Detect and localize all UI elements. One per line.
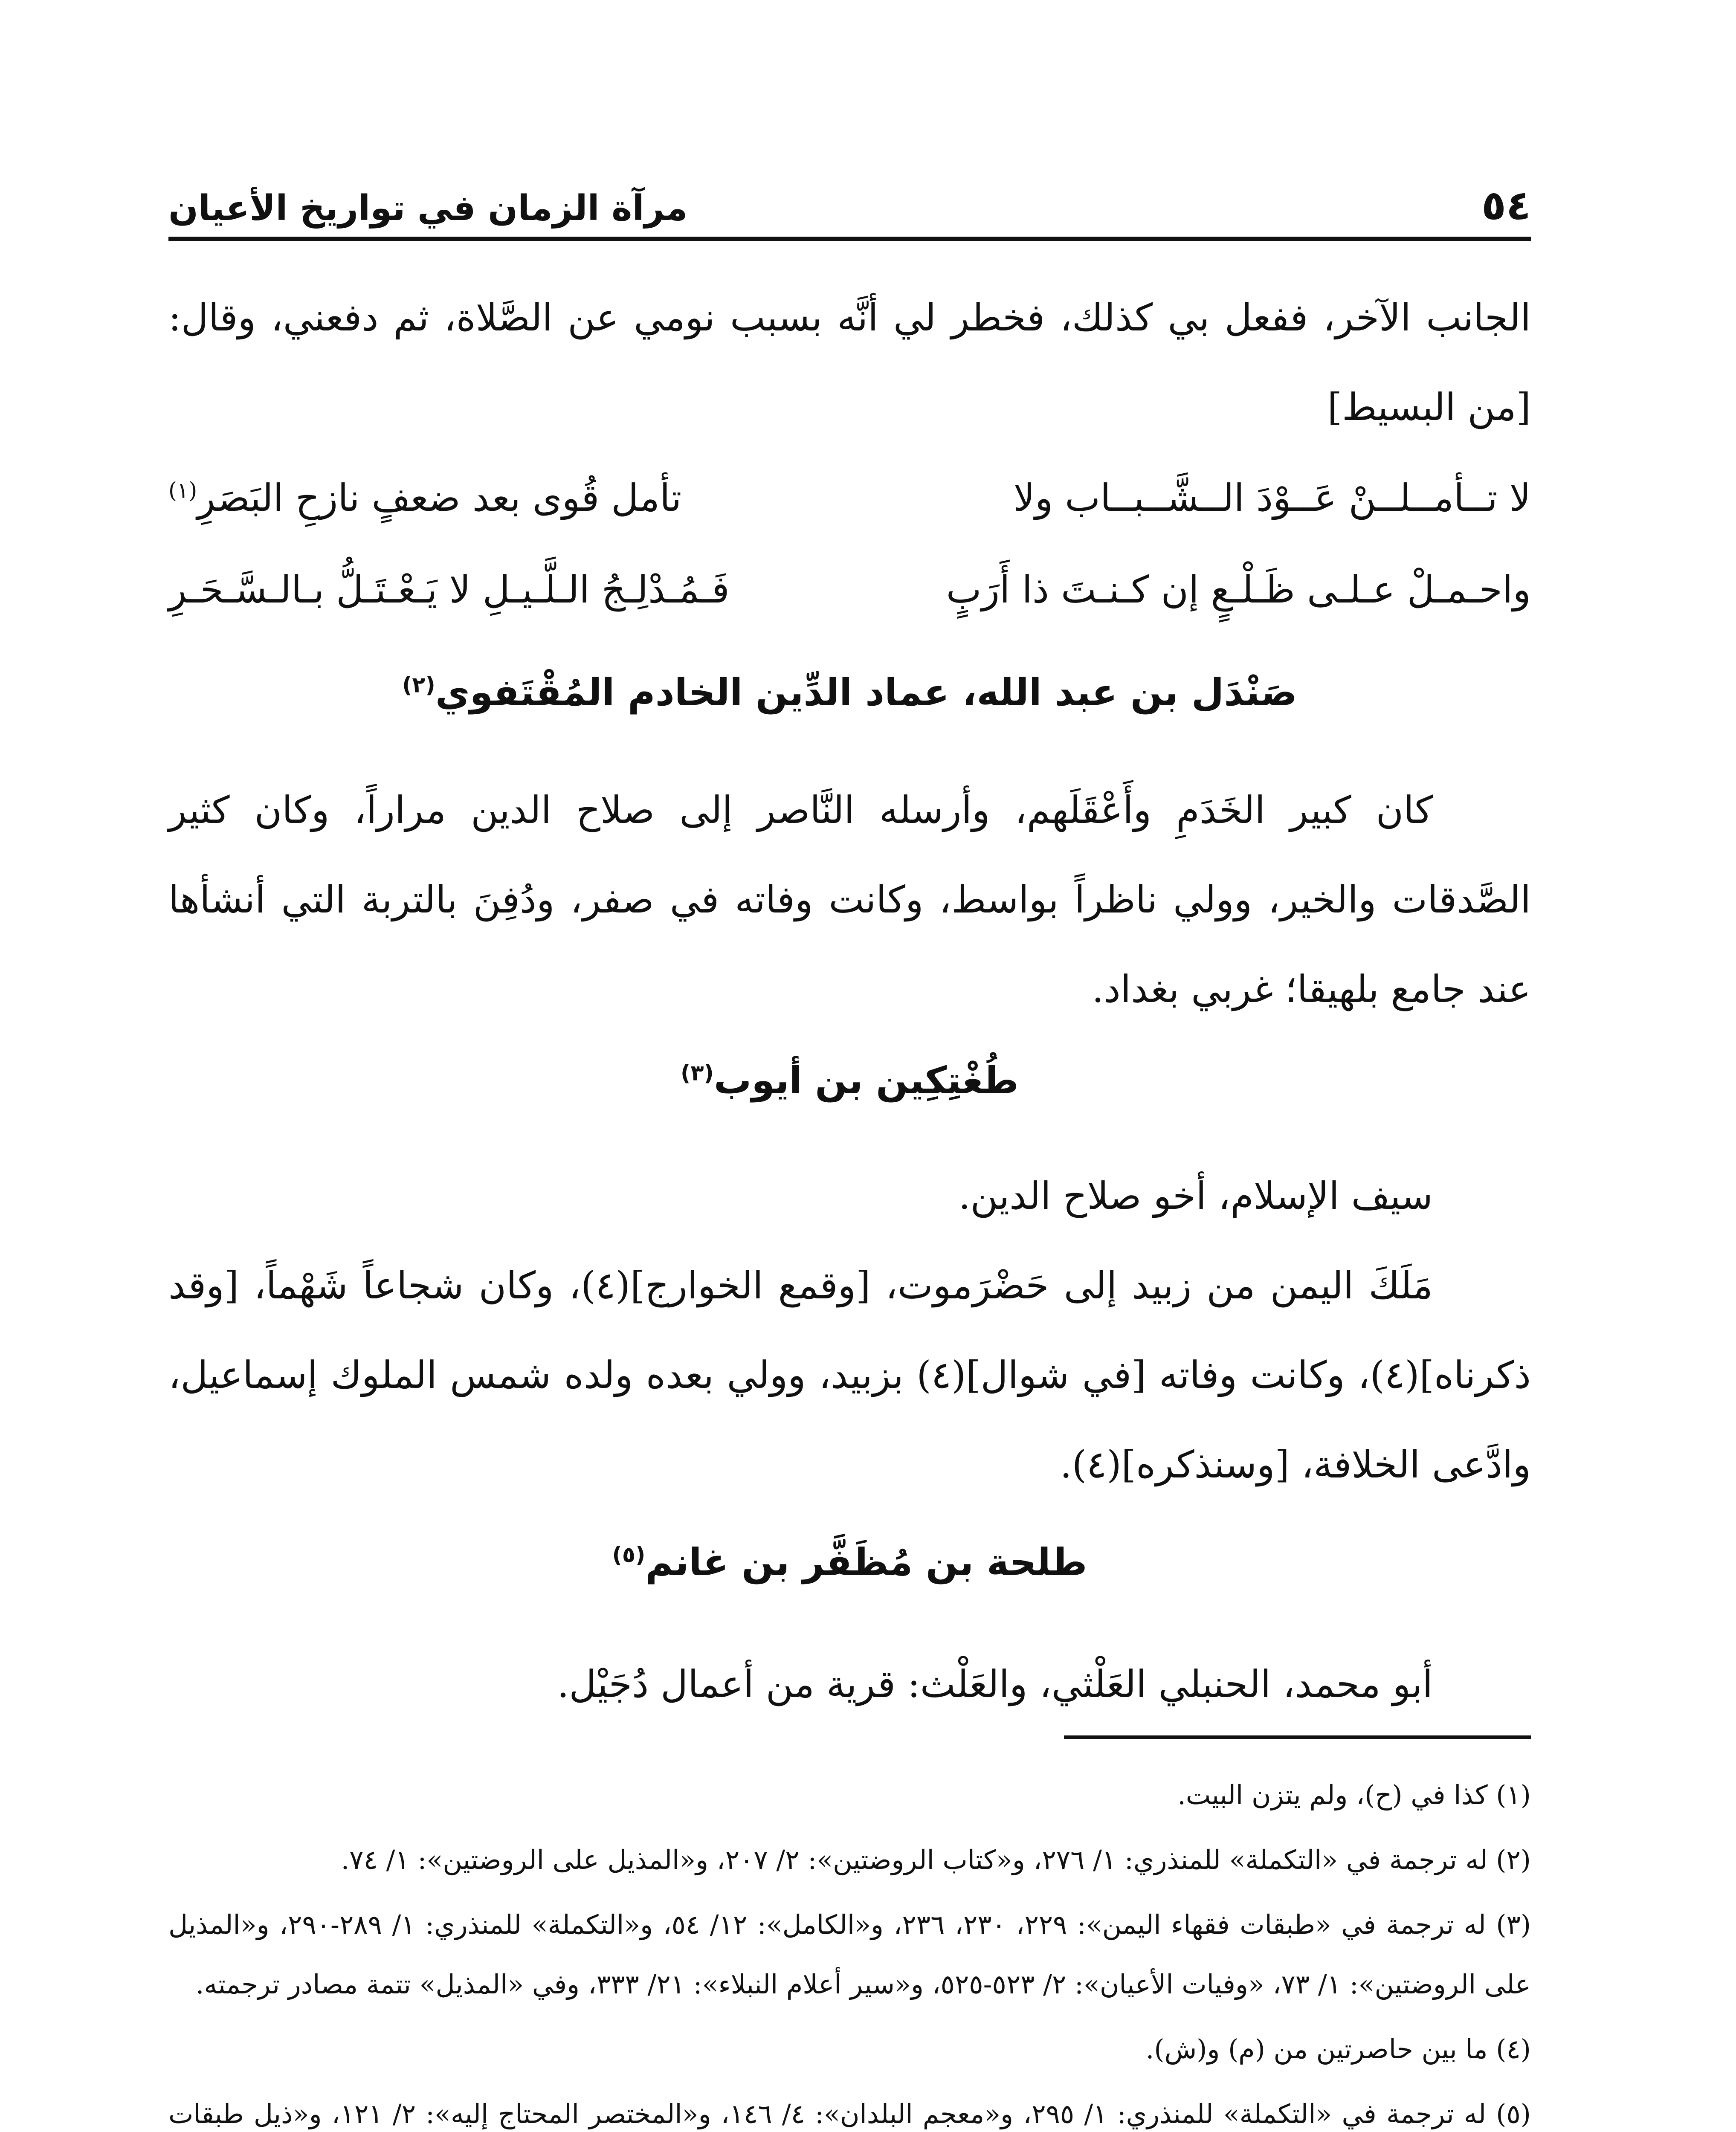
running-title: مرآة الزمان في تواريخ الأعيان — [168, 188, 688, 229]
section-paragraph: كان كبير الخَدَمِ وأَعْقَلَهم، وأرسله النَّاصر إلى صلاح الدين مراراً، وكان كثير الصَّدقات والخير، وولي ناظراً بواسط، وكانت وفاته في صفر، ودُفِنَ بالتربة التي أنشأها عند جامع بلهيقا؛ غربي بغداد. — [168, 788, 1531, 1011]
section-heading: طلحة بن مُظَفَّر بن غانم$^{(٥)}$ — [612, 1540, 1087, 1584]
section-heading: صَنْدَل بن عبد الله، عماد الدِّين الخادم المُقْتَفوي$^{(٢)}$ — [402, 670, 1297, 714]
page-number: ٥٤ — [1481, 182, 1531, 229]
verse-second-hemistich: فَـمُـدْلِـجُ الـلَّـيـلِ لا يَـعْـتَـلُّ بـالـسَّـحَـرِ — [168, 568, 730, 611]
intro-paragraph: الجانب الآخر، ففعل بي كذلك، فخطر لي أنَّه بسبب نومي عن الصَّلاة، ثم دفعني، وقال: [من البسيط] — [168, 295, 1531, 429]
section-body — [168, 1640, 1531, 1729]
section-paragraph: أبو محمد، الحنبلي العَلْثي، والعَلْث: قرية من أعمال دُجَيْل. — [557, 1662, 1433, 1706]
verse-line — [168, 452, 1531, 544]
footnote-marker: (٣) — [681, 1060, 714, 1086]
poem — [168, 452, 1531, 635]
footnote: (١) كذا في (ح)، ولم يتزن البيت. — [1177, 1779, 1531, 1810]
footnote: (٥) له ترجمة في «التكملة» للمنذري: ١/ ٢٩٥، و«معجم البلدان»: ٤/ ١٤٦، و«المختصر المحتاج إليه»: ٢/ ١٢١، و«ذيل طبقات — [168, 2098, 1531, 2129]
section-body — [168, 765, 1531, 1034]
header-rule — [168, 237, 1531, 241]
section-paragraph: سيف الإسلام، أخو صلاح الدين. — [958, 1174, 1433, 1218]
section-body — [168, 1151, 1531, 1509]
section-paragraph: مَلَكَ اليمن من زبيد إلى حَضْرَموت، [وقمع الخوارج](٤)، وكان شجاعاً شَهْماً، [وقد ذكرناه](٤)، وكانت وفاته [في شوال](٤) بزبيد، وولي بعده ولده شمس الملوك إسماعيل، وادَّعى الخلافة، [وسنذكره](٤). — [168, 1263, 1531, 1486]
footnote: (٣) له ترجمة في «طبقات فقهاء اليمن»: ٢٢٩، ٢٣٠، ٢٣٦، و«الكامل»: ١٢/ ٥٤، و«التكملة» للمنذري: ١/ ٢٨٩-٢٩٠، و«المذيل على الروضتين»: ١/ ٧٣، «وفيات الأعيان»: ٢/ ٥٢٣-٥٢٥، و«سير أعلام النبلاء»: ٢١/ ٣٣٣، وفي «المذيل» تتمة مصادر ترجمته. — [168, 1909, 1531, 2000]
verse-first-hemistich: واحـمـلْ عـلـى ظَـلْـعٍ إن كـنـتَ ذا أَرَبٍ — [946, 568, 1531, 611]
verse-first-hemistich: لا تــأمــلــنْ عَــوْدَ الــشَّــبــاب ولا — [1013, 476, 1531, 520]
footnote: (٢) له ترجمة في «التكملة» للمنذري: ١/ ٢٧٦، و«كتاب الروضتين»: ٢/ ٢٠٧، و«المذيل على الروضتين»: ١/ ٧٤. — [341, 1844, 1531, 1875]
intro-paragraph-block — [168, 273, 1531, 452]
footnote-marker: (٢) — [402, 672, 435, 698]
footnote-marker: (١) — [168, 478, 197, 504]
footnotes — [168, 1765, 1531, 2132]
footnote-marker: (٥) — [612, 1542, 646, 1568]
page-header — [168, 141, 1531, 229]
footnote-separator — [1064, 1735, 1531, 1739]
footnote: (٤) ما بين حاصرتين من (م) و(ش). — [1145, 2034, 1531, 2065]
verse-second-hemistich: تأمل قُوى بعد ضعفٍ نازحِ البَصَرِ$^{(١)}$ — [168, 476, 682, 520]
verse-line — [168, 544, 1531, 635]
section-heading: طُغْتِكِين بن أيوب$^{(٣)}$ — [681, 1058, 1019, 1102]
